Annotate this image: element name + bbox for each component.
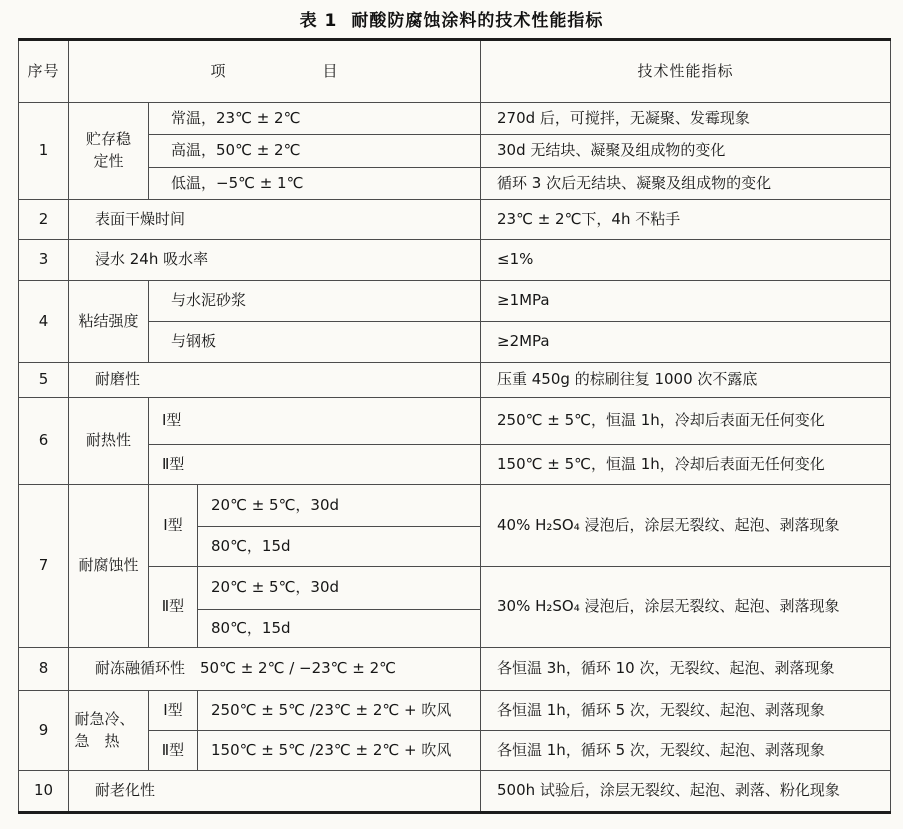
row1-cond-3: 低温，−5℃ ± 1℃	[149, 168, 481, 200]
row9-indicator-1: 各恒温 1h，循环 5 次，无裂纹、起泡、剥落现象	[481, 691, 891, 731]
row1-indicator-3: 循环 3 次后无结块、凝聚及组成物的变化	[481, 168, 891, 200]
row-9b	[19, 731, 891, 771]
row-1a	[19, 103, 891, 135]
row-2	[19, 200, 891, 240]
row1-item-label: 贮存稳定性	[85, 130, 131, 170]
row1-seq: 1	[19, 103, 69, 200]
row-5	[19, 363, 891, 398]
row7-cond-1a: 20℃ ± 5℃，30d	[198, 485, 481, 527]
row2-indicator: 23℃ ± 2℃下，4h 不粘手	[481, 200, 891, 240]
row4-seq: 4	[19, 281, 69, 363]
row7-type-1: Ⅰ型	[149, 485, 198, 567]
row-7c	[19, 567, 891, 610]
row-1c	[19, 168, 891, 200]
row6-type-2: Ⅱ型	[149, 445, 481, 485]
header-item: 项 目	[69, 40, 481, 103]
row10-indicator: 500h 试验后，涂层无裂纹、起泡、剥落、粉化现象	[481, 771, 891, 813]
row-8	[19, 648, 891, 691]
row6-indicator-1: 250℃ ± 5℃，恒温 1h，冷却后表面无任何变化	[481, 398, 891, 445]
table-title	[0, 0, 903, 31]
row9-cond-2: 150℃ ± 5℃ /23℃ ± 2℃ + 吹风	[198, 731, 481, 771]
row7-indicator-1: 40% H₂SO₄ 浸泡后，涂层无裂纹、起泡、剥落现象	[481, 485, 891, 567]
row-9a	[19, 691, 891, 731]
row-10	[19, 771, 891, 813]
row1-cond-2: 高温，50℃ ± 2℃	[149, 135, 481, 168]
table-title-text: 耐酸防腐蚀涂料的技术性能指标	[351, 11, 604, 31]
row1-item	[69, 103, 149, 200]
row-1b	[19, 135, 891, 168]
row7-cond-2a: 20℃ ± 5℃，30d	[198, 567, 481, 610]
header-row	[19, 40, 891, 103]
row3-item: 浸水 24h 吸水率	[69, 240, 481, 281]
row3-seq: 3	[19, 240, 69, 281]
row-4a	[19, 281, 891, 322]
header-indicator: 技术性能指标	[481, 40, 891, 103]
row8-item: 耐冻融循环性 50℃ ± 2℃ / −23℃ ± 2℃	[69, 648, 481, 691]
row-7a	[19, 485, 891, 527]
row10-seq: 10	[19, 771, 69, 813]
row8-seq: 8	[19, 648, 69, 691]
row5-indicator: 压重 450g 的棕刷往复 1000 次不露底	[481, 363, 891, 398]
row4-indicator-2: ≥2MPa	[481, 322, 891, 363]
table-number-label: 表 1	[299, 11, 338, 31]
row1-indicator-1: 270d 后，可搅拌，无凝聚、发霉现象	[481, 103, 891, 135]
row8-indicator: 各恒温 3h，循环 10 次，无裂纹、起泡、剥落现象	[481, 648, 891, 691]
row9-type-2: Ⅱ型	[149, 731, 198, 771]
row3-indicator: ≤1%	[481, 240, 891, 281]
row6-indicator-2: 150℃ ± 5℃，恒温 1h，冷却后表面无任何变化	[481, 445, 891, 485]
row4-cond-1: 与水泥砂浆	[149, 281, 481, 322]
row-6a	[19, 398, 891, 445]
row6-type-1: Ⅰ型	[149, 398, 481, 445]
row1-cond-1: 常温，23℃ ± 2℃	[149, 103, 481, 135]
row-3	[19, 240, 891, 281]
row7-seq: 7	[19, 485, 69, 648]
row5-item: 耐磨性	[69, 363, 481, 398]
row-6b	[19, 445, 891, 485]
row5-seq: 5	[19, 363, 69, 398]
row9-item-label: 耐急冷、急 热	[74, 709, 135, 750]
header-seq: 序号	[19, 40, 69, 103]
row4-cond-2: 与钢板	[149, 322, 481, 363]
row9-item	[69, 691, 149, 771]
row9-type-1: Ⅰ型	[149, 691, 198, 731]
row7-cond-2b: 80℃，15d	[198, 610, 481, 648]
row7-type-2: Ⅱ型	[149, 567, 198, 648]
row9-seq: 9	[19, 691, 69, 771]
row2-seq: 2	[19, 200, 69, 240]
row4-indicator-1: ≥1MPa	[481, 281, 891, 322]
row9-cond-1: 250℃ ± 5℃ /23℃ ± 2℃ + 吹风	[198, 691, 481, 731]
row6-item: 耐热性	[69, 398, 149, 485]
row9-indicator-2: 各恒温 1h，循环 5 次，无裂纹、起泡、剥落现象	[481, 731, 891, 771]
row10-item: 耐老化性	[69, 771, 481, 813]
row2-item: 表面干燥时间	[69, 200, 481, 240]
row7-item: 耐腐蚀性	[69, 485, 149, 648]
row-4b	[19, 322, 891, 363]
row6-seq: 6	[19, 398, 69, 485]
row1-indicator-2: 30d 无结块、凝聚及组成物的变化	[481, 135, 891, 168]
row7-indicator-2: 30% H₂SO₄ 浸泡后，涂层无裂纹、起泡、剥落现象	[481, 567, 891, 648]
row7-cond-1b: 80℃，15d	[198, 527, 481, 567]
row4-item: 粘结强度	[69, 281, 149, 363]
spec-table	[18, 38, 891, 814]
